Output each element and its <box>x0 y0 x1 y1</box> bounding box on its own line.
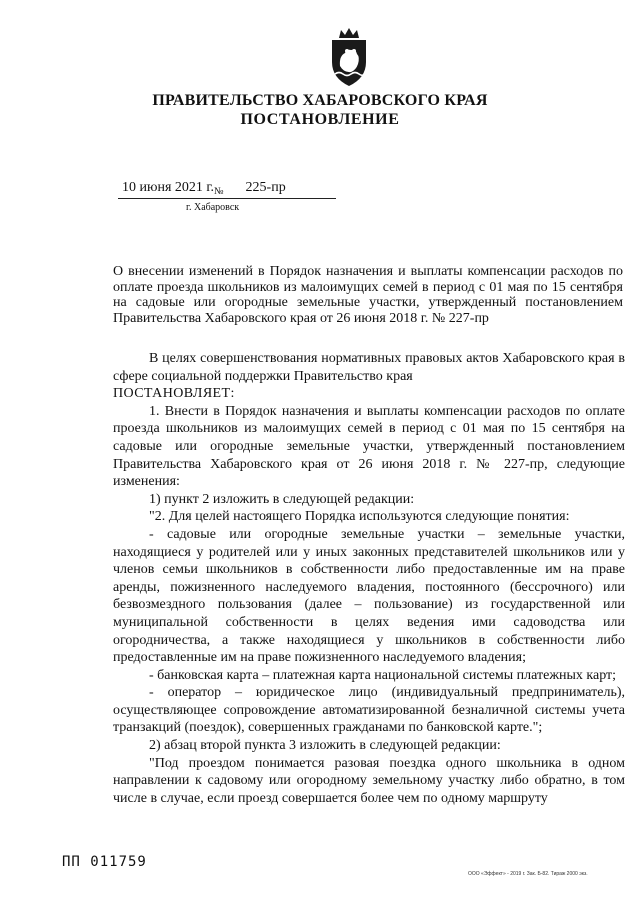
body-paragraph-decree: ПОСТАНОВЛЯЕТ: <box>113 386 235 402</box>
body-paragraph-subitem-2: 2) абзац второй пункта 3 изложить в следующей редакции: <box>149 738 501 754</box>
document-body <box>113 350 625 807</box>
date-number-line <box>122 180 286 197</box>
authority-title: ПРАВИТЕЛЬСТВО ХАБАРОВСКОГО КРАЯ <box>152 92 488 109</box>
document-type-title: ПОСТАНОВЛЕНИЕ <box>240 111 400 128</box>
document-number: 225-пр <box>245 180 286 195</box>
body-paragraph-definition-card: - банковская карта – платежная карта национальной системы платежных карт; <box>149 667 617 683</box>
document-subject: О внесении изменений в Порядок назначения и выплаты компенсации расходов по оплате проезда школьников из малоимущих семей в период с 01 мая по 15 сентября на садовые или огородные земельные участки, утвержденный постановлением Правительства Хабаровского края от 26 июня 2018 г. № 227-пр <box>113 264 623 326</box>
body-paragraph-definition-plots: - садовые или огородные земельные участки – земельные участки, находящиеся у родителей или у иных законных представителей школьников или у членов семьи школьников в собственности либо предоставленные им на праве аренды, пожизненного наследуемого владения, постоянного (бессрочного) или безвозмездного пользования (далее – пользование) из государственной или муниципальной собственности в целях ведения ими садоводства или огородничества, а также находящиеся у школьников в собственности либо предоставленные им на праве пожизненного наследуемого владения; <box>113 526 625 666</box>
printer-imprint: ООО «Эффект» - 2019 г. Зак. Б-82. Тираж 2000 экз. <box>468 871 588 877</box>
coat-of-arms-icon <box>327 26 371 88</box>
body-paragraph-definition-operator: - оператор – юридическое лицо (индивидуальный предприниматель), осуществляющее сопровождение автоматизированной безналичной системы учета транзакций (поездок), совершенных гражданами по банковской карте."; <box>113 685 625 736</box>
city-label: г. Хабаровск <box>186 202 240 213</box>
body-paragraph-subitem-1: 1) пункт 2 изложить в следующей редакции: <box>149 491 415 507</box>
number-sign: № <box>214 186 224 197</box>
body-paragraph-item-1: 1. Внести в Порядок назначения и выплаты компенсации расходов по оплате проезда школьников из малоимущих семей в период с 01 мая по 15 сентября на садовые или огородные земельные участки, утвержденный постановлением Правительства Хабаровского края от 26 июня 2018 г. № 227-пр, следующие изменения: <box>113 403 625 490</box>
body-paragraph-definitions-intro: "2. Для целей настоящего Порядка используются следующие понятия: <box>149 509 570 525</box>
body-paragraph-preamble: В целях совершенствования нормативных правовых актов Хабаровского края в сфере социальной поддержки Правительство края <box>113 351 625 384</box>
serial-number: ПП 011759 <box>62 854 147 870</box>
body-paragraph-travel-definition: "Под проездом понимается разовая поездка одного школьника в одном направлении к садовому или огородному земельному участку либо обратно, в том числе в случае, если проезд совершается более чем по одному маршруту <box>113 755 625 806</box>
date-underline <box>118 198 336 199</box>
document-date: 10 июня 2021 г. <box>122 180 215 195</box>
